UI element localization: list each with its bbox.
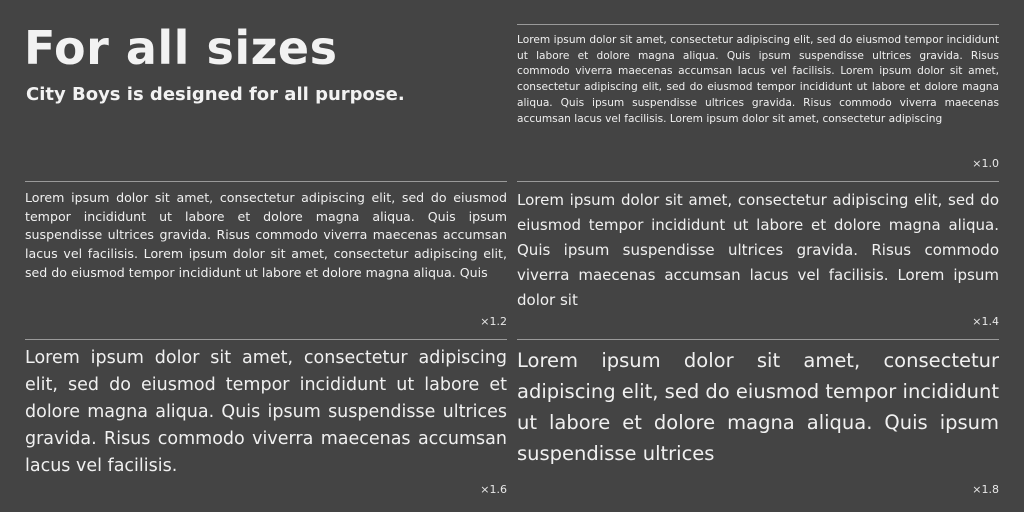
sample-block-1-6 <box>25 345 507 500</box>
sample-text-1-6: Lorem ipsum dolor sit amet, consectetur adipiscing elit, sed do eiusmod tempor incididunt ut labore et dolore magna aliqua. Quis ipsum suspendisse ultrices gravida. Risus commodo viverra maecenas accumsan lacus vel facilisis. <box>25 348 507 476</box>
page-subtitle: City Boys is designed for all purpose. <box>26 84 405 105</box>
sample-block-1-8 <box>517 345 999 500</box>
scale-label-1-4: ×1.4 <box>972 315 999 328</box>
scale-label-1-2: ×1.2 <box>480 315 507 328</box>
sample-text-1-8: Lorem ipsum dolor sit amet, consectetur adipiscing elit, sed do eiusmod tempor incididunt ut labore et dolore magna aliqua. Quis ipsum suspendisse ultrices <box>517 349 999 465</box>
sample-text-1-0: Lorem ipsum dolor sit amet, consectetur adipiscing elit, sed do eiusmod tempor incididunt ut labore et dolore magna aliqua. Quis ipsum suspendisse ultrices gravida. Risus commodo viverra maecenas accumsan lacus vel facilisis. Lorem ipsum dolor sit amet, consectetur adipiscing elit, sed do eiusmod tempor incididunt ut labore et dolore magna aliqua. Quis ipsum suspendisse ultrices gravida. Risus commodo viverra maecenas accumsan lacus vel facilisis. Lorem ipsum dolor sit amet, consectetur adipiscing <box>517 34 999 125</box>
divider-rule <box>517 181 999 182</box>
divider-rule <box>517 24 999 25</box>
sample-block-1-4 <box>517 188 999 332</box>
divider-rule <box>517 339 999 340</box>
divider-rule <box>25 181 507 182</box>
scale-label-1-0: ×1.0 <box>972 157 999 170</box>
scale-label-1-8: ×1.8 <box>972 483 999 496</box>
sample-block-1-0 <box>517 33 999 173</box>
page-title: For all sizes <box>24 21 338 75</box>
sample-text-1-4: Lorem ipsum dolor sit amet, consectetur adipiscing elit, sed do eiusmod tempor incididunt ut labore et dolore magna aliqua. Quis ipsum suspendisse ultrices gravida. Risus commodo viverra maecenas accumsan lacus vel facilisis. Lorem ipsum dolor sit <box>517 191 999 309</box>
divider-rule <box>25 339 507 340</box>
sample-text-1-2: Lorem ipsum dolor sit amet, consectetur adipiscing elit, sed do eiusmod tempor incididunt ut labore et dolore magna aliqua. Quis ipsum suspendisse ultrices gravida. Risus commodo viverra maecenas accumsan lacus vel facilisis. Lorem ipsum dolor sit amet, consectetur adipiscing elit, sed do eiusmod tempor incididunt ut labore et dolore magna aliqua. Quis <box>25 190 507 280</box>
scale-label-1-6: ×1.6 <box>480 483 507 496</box>
sample-block-1-2 <box>25 189 507 332</box>
